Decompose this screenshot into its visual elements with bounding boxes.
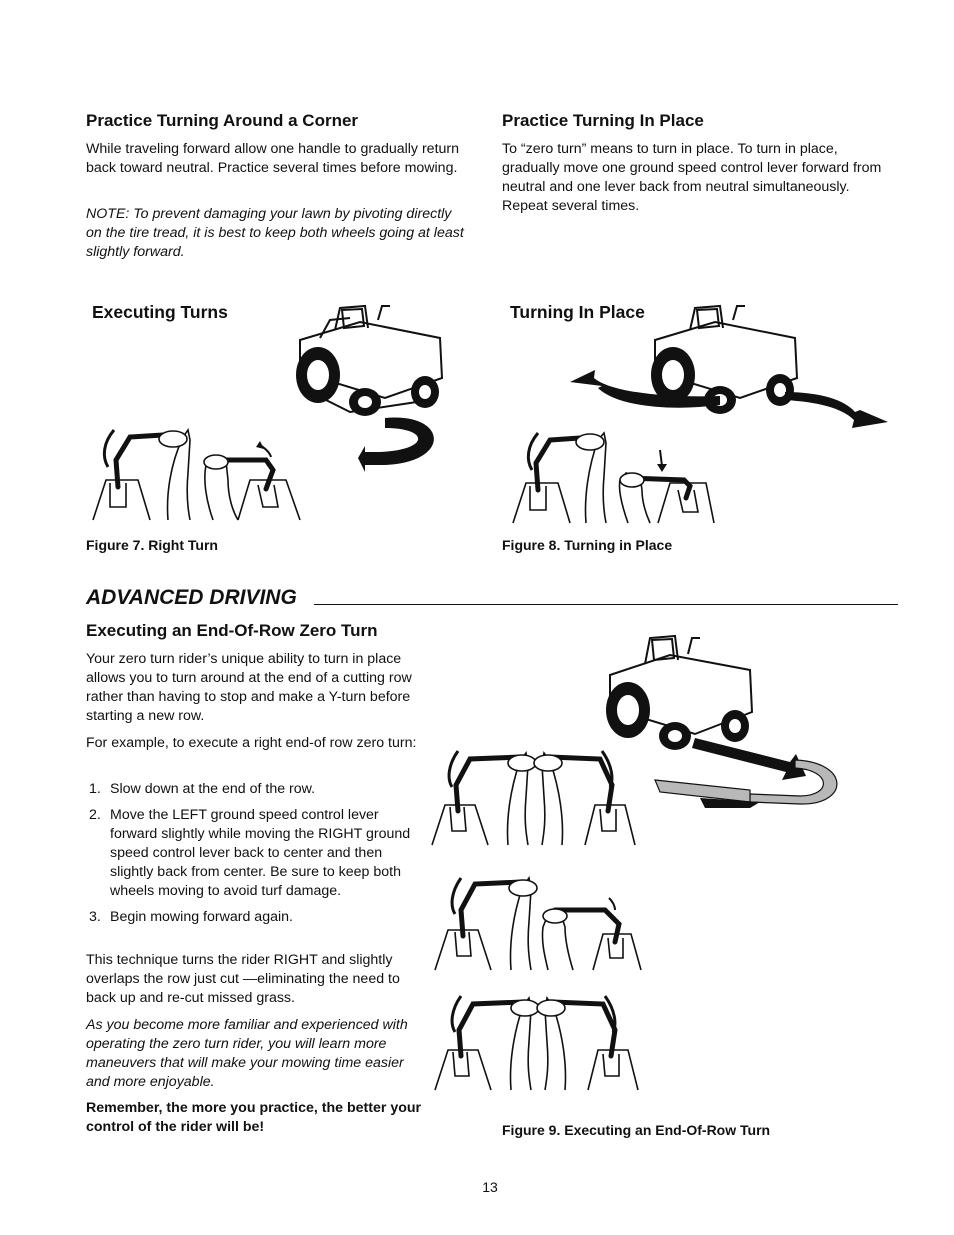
section-rule bbox=[314, 604, 898, 605]
figure7-caption: Figure 7. Right Turn bbox=[86, 537, 218, 553]
corner-paragraph: While traveling forward allow one handle to gradually return back toward neutral. Practice several times before mowing. bbox=[86, 141, 460, 176]
figure9-levers-forward-illustration bbox=[430, 745, 640, 845]
end-of-row-paragraph-2: For example, to execute a right end-of row zero turn: bbox=[86, 735, 417, 751]
figure7-mower-illustration bbox=[290, 300, 450, 475]
figure7-label: Executing Turns bbox=[92, 302, 228, 322]
step-number: 3. bbox=[89, 909, 101, 925]
figure8-label: Turning In Place bbox=[510, 302, 645, 322]
in-place-heading: Practice Turning In Place bbox=[502, 111, 704, 130]
figure8-caption: Figure 8. Turning in Place bbox=[502, 537, 673, 553]
list-item bbox=[86, 908, 421, 927]
corner-heading: Practice Turning Around a Corner bbox=[86, 111, 359, 130]
figure8-levers-illustration bbox=[508, 428, 718, 523]
section-title: ADVANCED DRIVING bbox=[86, 586, 297, 609]
corner-note: NOTE: To prevent damaging your lawn by pivoting directly on the tire tread, it is best to keep both wheels going at least slightly forward. bbox=[86, 206, 464, 260]
steps-list bbox=[86, 780, 421, 934]
figure9-caption: Figure 9. Executing an End-Of-Row Turn bbox=[502, 1122, 771, 1138]
in-place-paragraph: To “zero turn” means to turn in place. To turn in place, gradually move one ground speed control lever forward from neutral and one lever back from neutral simultaneously. Repeat several times. bbox=[502, 141, 882, 214]
end-of-row-note: As you become more familiar and experienced with operating the zero turn rider, you will learn more maneuvers that will make your mowing time easier and more enjoyable. bbox=[86, 1017, 408, 1090]
figure8-mower-illustration bbox=[570, 300, 890, 430]
page-number: 13 bbox=[482, 1179, 498, 1195]
step-text: Slow down at the end of the row. bbox=[110, 781, 316, 797]
figure9-mower-illustration bbox=[600, 630, 870, 810]
step-number: 1. bbox=[89, 781, 101, 797]
step-text: Begin mowing forward again. bbox=[110, 909, 293, 925]
figure9-levers-forward-again-illustration bbox=[433, 990, 643, 1090]
remember-text: Remember, the more you practice, the better your control of the rider will be! bbox=[86, 1100, 422, 1135]
end-of-row-paragraph-1: Your zero turn rider’s unique ability to turn in place allows you to turn around at the end of a cutting row rather than having to stop and make a Y-turn before starting a new row. bbox=[86, 651, 412, 724]
step-number: 2. bbox=[89, 807, 101, 823]
step-text: Move the LEFT ground speed control lever forward slightly while moving the RIGHT ground speed control lever back to center and then slightly back from center. Be sure to keep both wheels moving to avoid turf damage. bbox=[110, 807, 411, 899]
list-item bbox=[86, 806, 421, 901]
list-item bbox=[86, 780, 421, 799]
figure7-levers-illustration bbox=[88, 425, 303, 520]
end-of-row-paragraph-3: This technique turns the rider RIGHT and slightly overlaps the row just cut —eliminating the need to back up and re-cut missed grass. bbox=[86, 952, 400, 1006]
figure9-levers-turn-illustration bbox=[433, 872, 643, 972]
end-of-row-heading: Executing an End-Of-Row Zero Turn bbox=[86, 621, 378, 640]
